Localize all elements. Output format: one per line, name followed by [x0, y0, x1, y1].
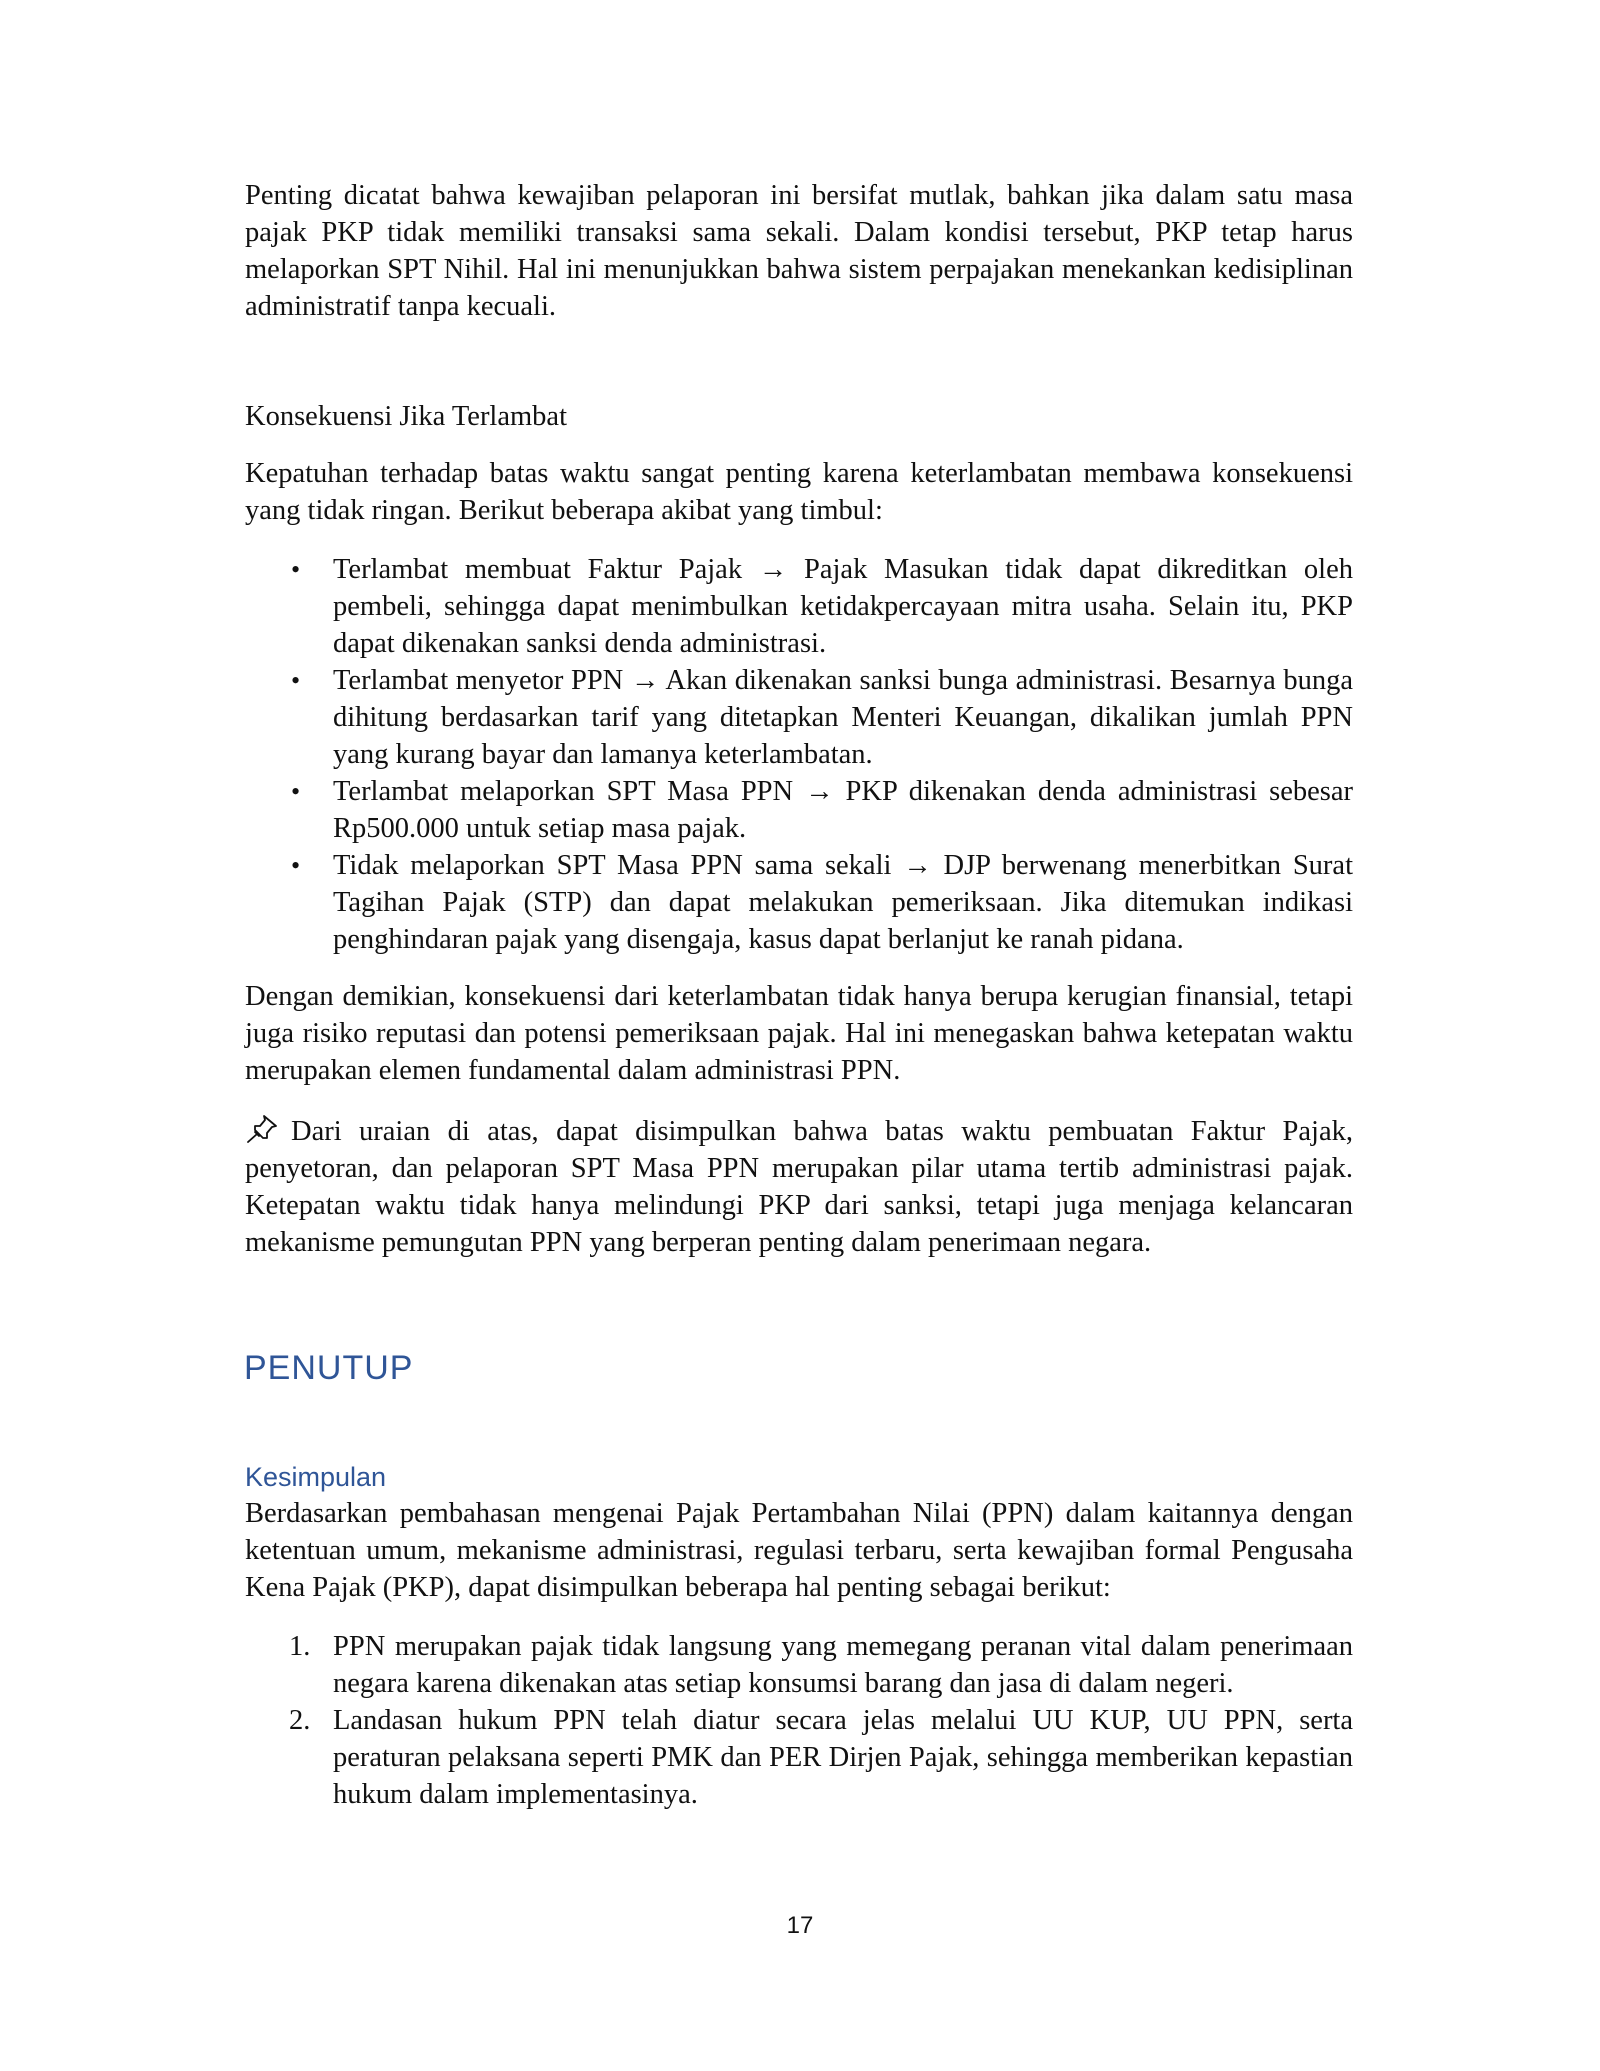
list-item-text: Landasan hukum PPN telah diatur secara jelas melalui UU KUP, UU PPN, serta peraturan pelaksana seperti PMK dan PER Dirjen Pajak, sehingga memberikan kepastian hukum dalam implementasinya. [333, 1705, 1353, 1810]
list-item [245, 1628, 1353, 1702]
list-item-text: Terlambat membuat Faktur Pajak → Pajak Masukan tidak dapat dikreditkan oleh pembeli, sehingga dapat menimbulkan ketidakpercayaan mitra usaha. Selain itu, PKP dapat dikenakan sanksi denda administrasi. [333, 554, 1353, 659]
list-item [245, 551, 1353, 662]
list-item [245, 1702, 1353, 1813]
section-heading-late-consequences: Konsekuensi Jika Terlambat [245, 401, 567, 432]
bullet-icon: • [291, 666, 301, 695]
list-item-text: Terlambat melaporkan SPT Masa PPN → PKP dikenakan denda administrasi sebesar Rp500.000 untuk setiap masa pajak. [333, 776, 1353, 844]
paragraph-late-closing: Dengan demikian, konsekuensi dari keterlambatan tidak hanya berupa kerugian finansial, tetapi juga risiko reputasi dan potensi pemeriksaan pajak. Hal ini menegaskan bahwa ketepatan waktu merupakan elemen fundamental dalam administrasi PPN. [245, 981, 1353, 1086]
paragraph-late-intro: Kepatuhan terhadap batas waktu sangat penting karena keterlambatan membawa konsekuensi yang tidak ringan. Berikut beberapa akibat yang timbul: [245, 458, 1353, 526]
bullet-icon: • [291, 777, 301, 806]
list-item [245, 662, 1353, 773]
pushpin-icon [245, 1114, 279, 1144]
chapter-heading-penutup: PENUTUP [244, 1349, 414, 1387]
list-number: 2. [289, 1705, 311, 1736]
list-item-text: PPN merupakan pajak tidak langsung yang memegang peranan vital dalam penerimaan negara karena dikenakan atas setiap konsumsi barang dan jasa di dalam negeri. [333, 1631, 1353, 1699]
note-text: Dari uraian di atas, dapat disimpulkan bahwa batas waktu pembuatan Faktur Pajak, penyetoran, dan pelaporan SPT Masa PPN merupakan pilar utama tertib administrasi pajak. Ketepatan waktu tidak hanya melindungi PKP dari sanksi, tetapi juga menjaga kelancaran mekanisme pemungutan PPN yang berperan penting dalam penerimaan negara. [245, 1116, 1353, 1258]
page-number: 17 [786, 1912, 814, 1939]
list-item-text: Terlambat menyetor PPN → Akan dikenakan sanksi bunga administrasi. Besarnya bunga dihitung berdasarkan tarif yang ditetapkan Menteri Keuangan, dikalikan jumlah PPN yang kurang bayar dan lamanya keterlambatan. [333, 665, 1353, 770]
list-item [245, 773, 1353, 847]
list-item-text: Tidak melaporkan SPT Masa PPN sama sekali → DJP berwenang menerbitkan Surat Tagihan Pajak (STP) dan dapat melakukan pemeriksaan. Jika ditemukan indikasi penghindaran pajak yang disengaja, kasus dapat berlanjut ke ranah pidana. [333, 850, 1353, 955]
bullet-icon: • [291, 555, 301, 584]
late-consequences-list [245, 551, 1353, 958]
paragraph-conclusion-intro: Berdasarkan pembahasan mengenai Pajak Pertambahan Nilai (PPN) dalam kaitannya dengan ketentuan umum, mekanisme administrasi, regulasi terbaru, serta kewajiban formal Pengusaha Kena Pajak (PKP), dapat disimpulkan beberapa hal penting sebagai berikut: [245, 1498, 1353, 1603]
conclusion-numbered-list [245, 1628, 1353, 1813]
note-paragraph [245, 1113, 1353, 1261]
subheading-kesimpulan: Kesimpulan [245, 1462, 387, 1492]
paragraph-reporting-obligation: Penting dicatat bahwa kewajiban pelaporan ini bersifat mutlak, bahkan jika dalam satu masa pajak PKP tidak memiliki transaksi sama sekali. Dalam kondisi tersebut, PKP tetap harus melaporkan SPT Nihil. Hal ini menunjukkan bahwa sistem perpajakan menekankan kedisiplinan administratif tanpa kecuali. [245, 180, 1353, 322]
list-number: 1. [289, 1631, 311, 1662]
list-item [245, 847, 1353, 958]
bullet-icon: • [291, 851, 301, 880]
